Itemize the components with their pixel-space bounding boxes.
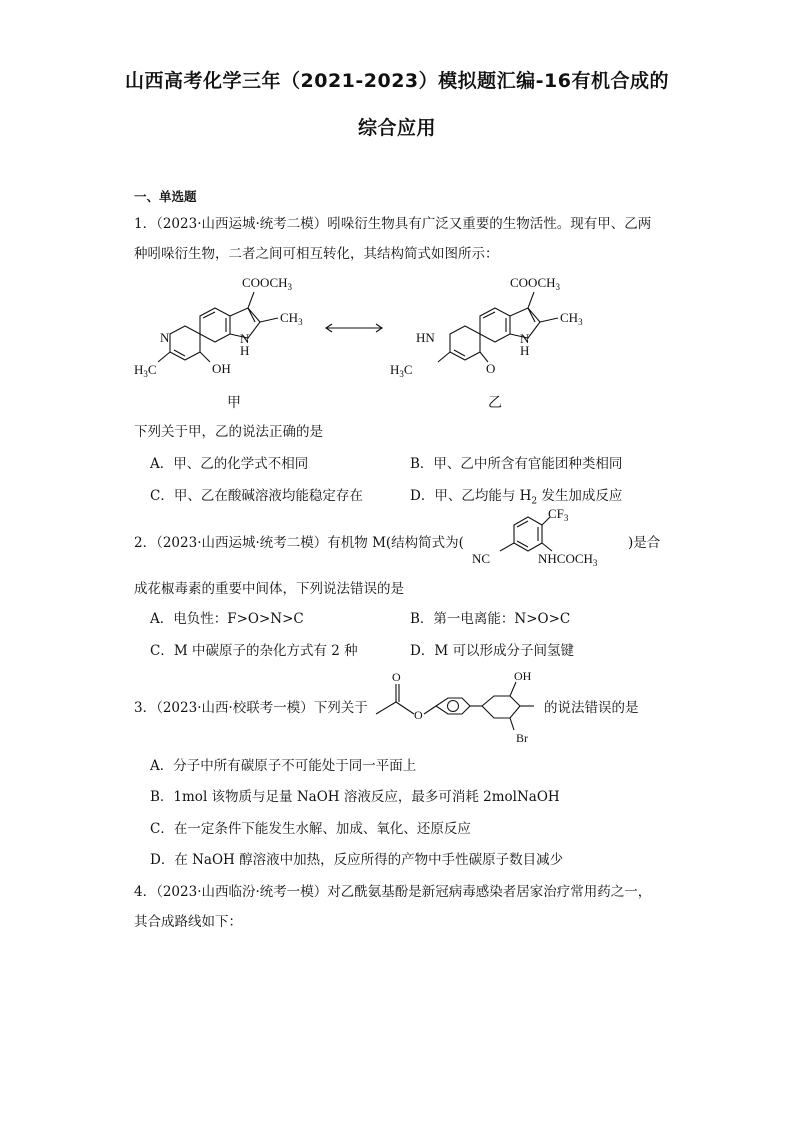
q2-option-a[interactable]: A．电负性：F>O>N>C: [150, 611, 304, 627]
q1-option-d[interactable]: D．甲、乙均能与 $H_2$ 发生加成反应: [410, 488, 623, 507]
q2-line2: 成花椒毒素的重要中间体，下列说法错误的是: [134, 581, 404, 597]
jia-ester-label: $COOCH_3$: [242, 275, 293, 292]
q2-line1-pre: 2．（2023·山西运城·统考二模）有机物 M(结构简式为(: [134, 535, 464, 551]
jia-nh-n: N: [240, 331, 250, 346]
equilibrium-arrow: [326, 324, 382, 332]
yi-methyl-label: $CH_3$: [560, 310, 583, 327]
caption-jia: 甲: [227, 396, 241, 411]
q3-br-label: Br: [516, 731, 528, 745]
q2-cf3-label: $CF_3$: [548, 506, 569, 523]
q2-line1-post: )是合: [628, 535, 661, 551]
q1-line1: 1．（2023·山西运城·统考二模）吲哚衍生物具有广泛又重要的生物活性。现有甲、乙两: [134, 216, 652, 232]
yi-nh-n: N: [520, 331, 530, 346]
q1-line2: 种吲哚衍生物，二者之间可相互转化，其结构简式如图所示：: [134, 246, 499, 262]
q2-structure-figure: [466, 505, 626, 573]
q2-amide-label: $NHCOCH_3$: [538, 551, 598, 568]
q1-option-c[interactable]: C．甲、乙在酸碱溶液均能稳定存在: [150, 488, 363, 504]
q3-option-a[interactable]: A．分子中所有碳原子不可能处于同一平面上: [150, 758, 417, 774]
q3-option-b[interactable]: B．1mol 该物质与足量 NaOH 溶液反应，最多可消耗 2molNaOH: [150, 789, 560, 805]
q1-option-a[interactable]: A．甲、乙的化学式不相同: [150, 456, 309, 472]
q4-line1: 4．（2023·山西临汾·统考一模）对乙酰氨基酚是新冠病毒感染者居家治疗常用药之一，: [134, 884, 652, 900]
doc-title-line2: 综合应用: [357, 117, 436, 139]
jia-ring-n: N: [160, 330, 170, 345]
q2-option-c[interactable]: C．M 中碳原子的杂化方式有 2 种: [150, 643, 358, 659]
q2-nc-label: NC: [472, 551, 491, 566]
jia-nh-h: H: [240, 343, 250, 358]
yi-h3c-label: $H_3C$: [390, 362, 413, 379]
q1-structures-figure: [130, 262, 583, 412]
q3-option-c[interactable]: C．在一定条件下能发生水解、加成、氧化、还原反应: [150, 821, 471, 837]
q2-option-b[interactable]: B．第一电离能：N>O>C: [410, 611, 571, 627]
q3-structure-figure: [372, 668, 544, 748]
q3-ester-o: O: [414, 708, 423, 722]
doc-title-line1: 山西高考化学三年（2021-2023）模拟题汇编-16有机合成的: [125, 70, 669, 92]
molecule-yi: [390, 275, 583, 379]
jia-oh-label: OH: [212, 361, 231, 376]
yi-nh-h: H: [520, 343, 530, 358]
yi-ester-label: $COOCH_3$: [510, 275, 561, 292]
q3-text-post: 的说法错误的是: [544, 700, 639, 716]
q1-stem: 下列关于甲，乙的说法正确的是: [134, 424, 323, 440]
q3-oh-label: OH: [514, 669, 532, 683]
yi-o-label: O: [486, 361, 496, 376]
q3-option-d[interactable]: D．在 NaOH 醇溶液中加热，反应所得的产物中手性碳原子数目减少: [150, 852, 564, 868]
q4-line2: 其合成路线如下：: [134, 914, 242, 930]
q2-option-d[interactable]: D．M 可以形成分子间氢键: [410, 643, 574, 659]
yi-hn-label: HN: [416, 330, 435, 345]
q3-text-pre: 3．（2023·山西·校联考一模）下列关于: [134, 700, 368, 716]
section-heading: 一、单选题: [134, 189, 197, 204]
q1-option-b[interactable]: B．甲、乙中所含有官能团种类相同: [410, 456, 623, 472]
caption-yi: 乙: [488, 396, 502, 411]
jia-h3c-label: $H_3C$: [134, 362, 157, 379]
molecule-jia: [134, 275, 303, 379]
jia-methyl-label: $CH_3$: [280, 310, 303, 327]
q3-carbonyl-o: O: [392, 670, 401, 684]
